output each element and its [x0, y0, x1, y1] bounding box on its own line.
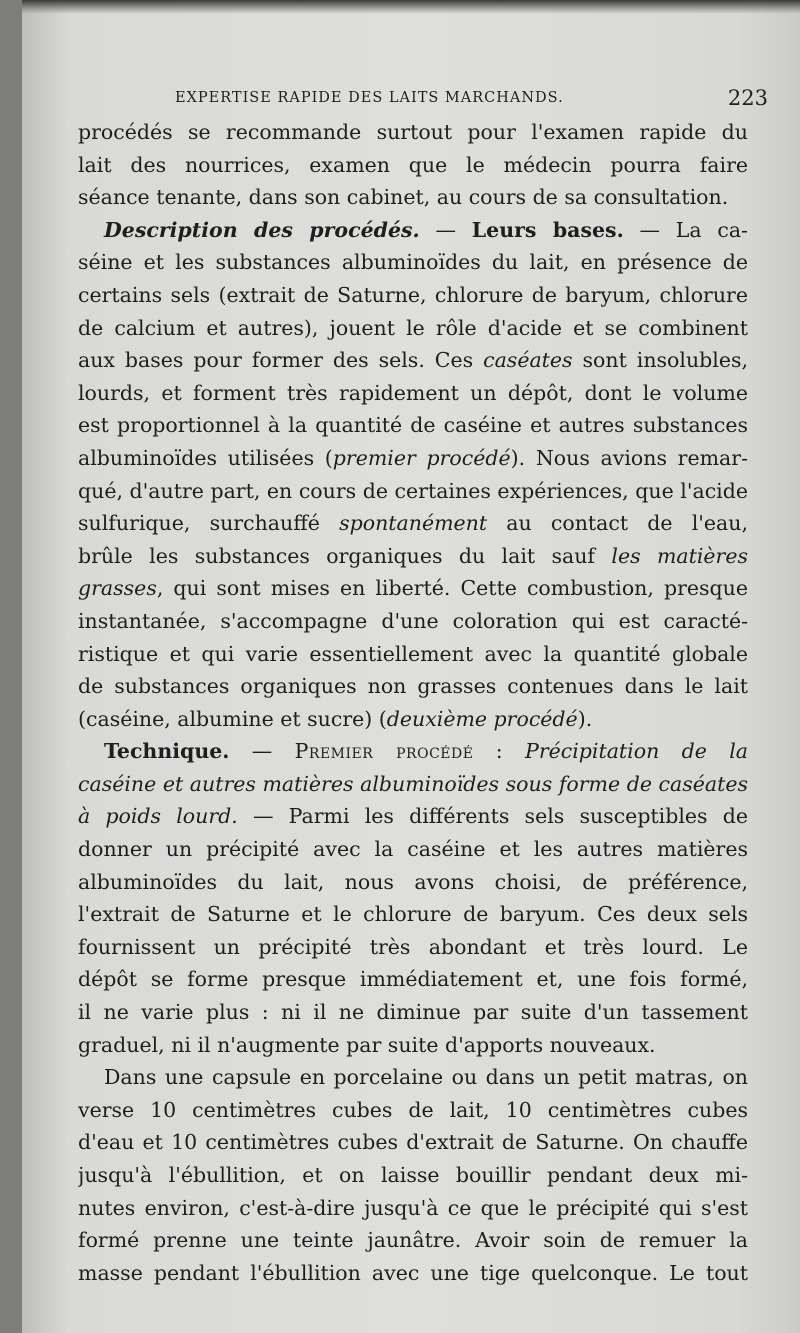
text-line: il ne varie plus : ni il ne diminue par suite d'un tassement [78, 1000, 748, 1025]
text-line: albuminoïdes du lait, nous avons choisi, de préférence, [78, 869, 748, 894]
text-line: verse 10 centimètres cubes de lait, 10 centimètres cubes [78, 1097, 748, 1122]
text-line: de substances organiques non grasses contenues dans le lait [78, 674, 748, 699]
heading-technique: Technique. [104, 739, 230, 764]
text-line: formé prenne une teinte jaunâtre. Avoir soin de remuer la [78, 1228, 748, 1253]
italic-span: grasses [78, 576, 157, 601]
running-title: EXPERTISE RAPIDE DES LAITS MARCHANDS. [175, 90, 564, 106]
text-line: nutes environ, c'est-à-dire jusqu'à ce que le précipité qui s'est [78, 1195, 748, 1220]
italic-span: spontanément [339, 511, 488, 536]
text-line: séance tenante, dans son cabinet, au cours de sa consultation. [78, 185, 729, 210]
heading-premier-procede: Premier procédé [294, 739, 474, 764]
text-line: ristique et qui varie essentiellement avec la quantité globale [78, 641, 748, 666]
italic-span: deuxième procédé [386, 706, 578, 731]
text-line: Dans une capsule en porcelaine ou dans un petit matras, on [104, 1065, 748, 1090]
book-page [22, 0, 800, 1333]
text-span: sulfurique, surchauffé [78, 511, 340, 536]
text-line: fournissent un précipité très abondant et très lourd. Le [78, 934, 748, 959]
dash: — [229, 739, 295, 764]
text-line [78, 540, 748, 573]
italic-span: Précipitation de la [525, 739, 748, 764]
text-span: au contact de l'eau, [487, 511, 748, 536]
text-span: brûle les substances organiques du lait sauf [78, 543, 612, 568]
text-span: — Parmi les différents sels susceptibles de [237, 804, 748, 829]
text-line: d'eau et 10 centimètres cubes d'extrait de Saturne. On chauffe [78, 1130, 748, 1155]
text-line: masse pendant l'ébullition avec une tige quelconque. Le tout [78, 1260, 748, 1285]
text-span: (caséine, albumine et sucre) ( [78, 706, 387, 731]
text-line: donner un précipité avec la caséine et les autres matières [78, 837, 748, 862]
text-span: sont insolubles, [572, 348, 748, 373]
text-line: dépôt se forme presque immédiatement et, une fois formé, [78, 967, 748, 992]
text-line: lourds, et forment très rapidement un dépôt, dont le volume [78, 380, 748, 405]
section-heading-line [78, 214, 748, 247]
text-line: instantanée, s'accompagne d'une coloration qui est caracté- [78, 608, 748, 633]
text-span: aux bases pour former des sels. Ces [78, 348, 484, 373]
text-line [78, 507, 748, 540]
text-line: lait des nourrices, examen que le médecin pourra faire [78, 152, 748, 177]
text-line: de calcium et autres), jouent le rôle d'acide et se combinent [78, 315, 748, 340]
text-line [78, 442, 748, 475]
italic-span: caséine et autres matières albuminoïdes sous forme de caséates [78, 771, 748, 796]
body-text [78, 116, 748, 1289]
text-line: procédés se recommande surtout pour l'examen rapide du [78, 120, 748, 144]
italic-span: caséates [483, 348, 573, 373]
text-line [78, 703, 748, 736]
italic-span: premier procédé [332, 445, 511, 470]
heading-bases: Leurs bases. [471, 217, 624, 242]
text-line: séine et les substances albuminoïdes du lait, en présence de [78, 250, 748, 275]
text-span: ). [577, 706, 593, 731]
text-span: , qui sont mises en liberté. Cette combustion, presque [156, 576, 748, 601]
text-line: qué, d'autre part, en cours de certaines expériences, que l'acide [78, 478, 748, 503]
text-line [78, 572, 748, 605]
text-span: : [473, 739, 526, 764]
text-line [78, 800, 748, 833]
section-heading-line [78, 735, 748, 768]
text-span: ). Nous avions remar- [510, 445, 748, 470]
running-head [175, 86, 768, 112]
text-line [78, 768, 748, 801]
text-line [78, 344, 748, 377]
page-number: 223 [727, 86, 768, 110]
text-line: certains sels (extrait de Saturne, chlorure de baryum, chlorure [78, 282, 748, 307]
text-span: — La ca- [623, 217, 748, 242]
text-line: l'extrait de Saturne et le chlorure de baryum. Ces deux sels [78, 902, 748, 927]
italic-span: les matières [611, 543, 748, 568]
heading-description: Description des procédés. [104, 217, 420, 242]
text-line: jusqu'à l'ébullition, et on laisse bouillir pendant deux mi- [78, 1163, 748, 1187]
dash: — [419, 217, 472, 242]
italic-span: à poids lourd. [78, 804, 238, 829]
text-span: albuminoïdes utilisées ( [78, 445, 333, 470]
text-line: est proportionnel à la quantité de caséine et autres substances [78, 413, 748, 438]
text-line: graduel, ni il n'augmente par suite d'apports nouveaux. [78, 1032, 656, 1057]
